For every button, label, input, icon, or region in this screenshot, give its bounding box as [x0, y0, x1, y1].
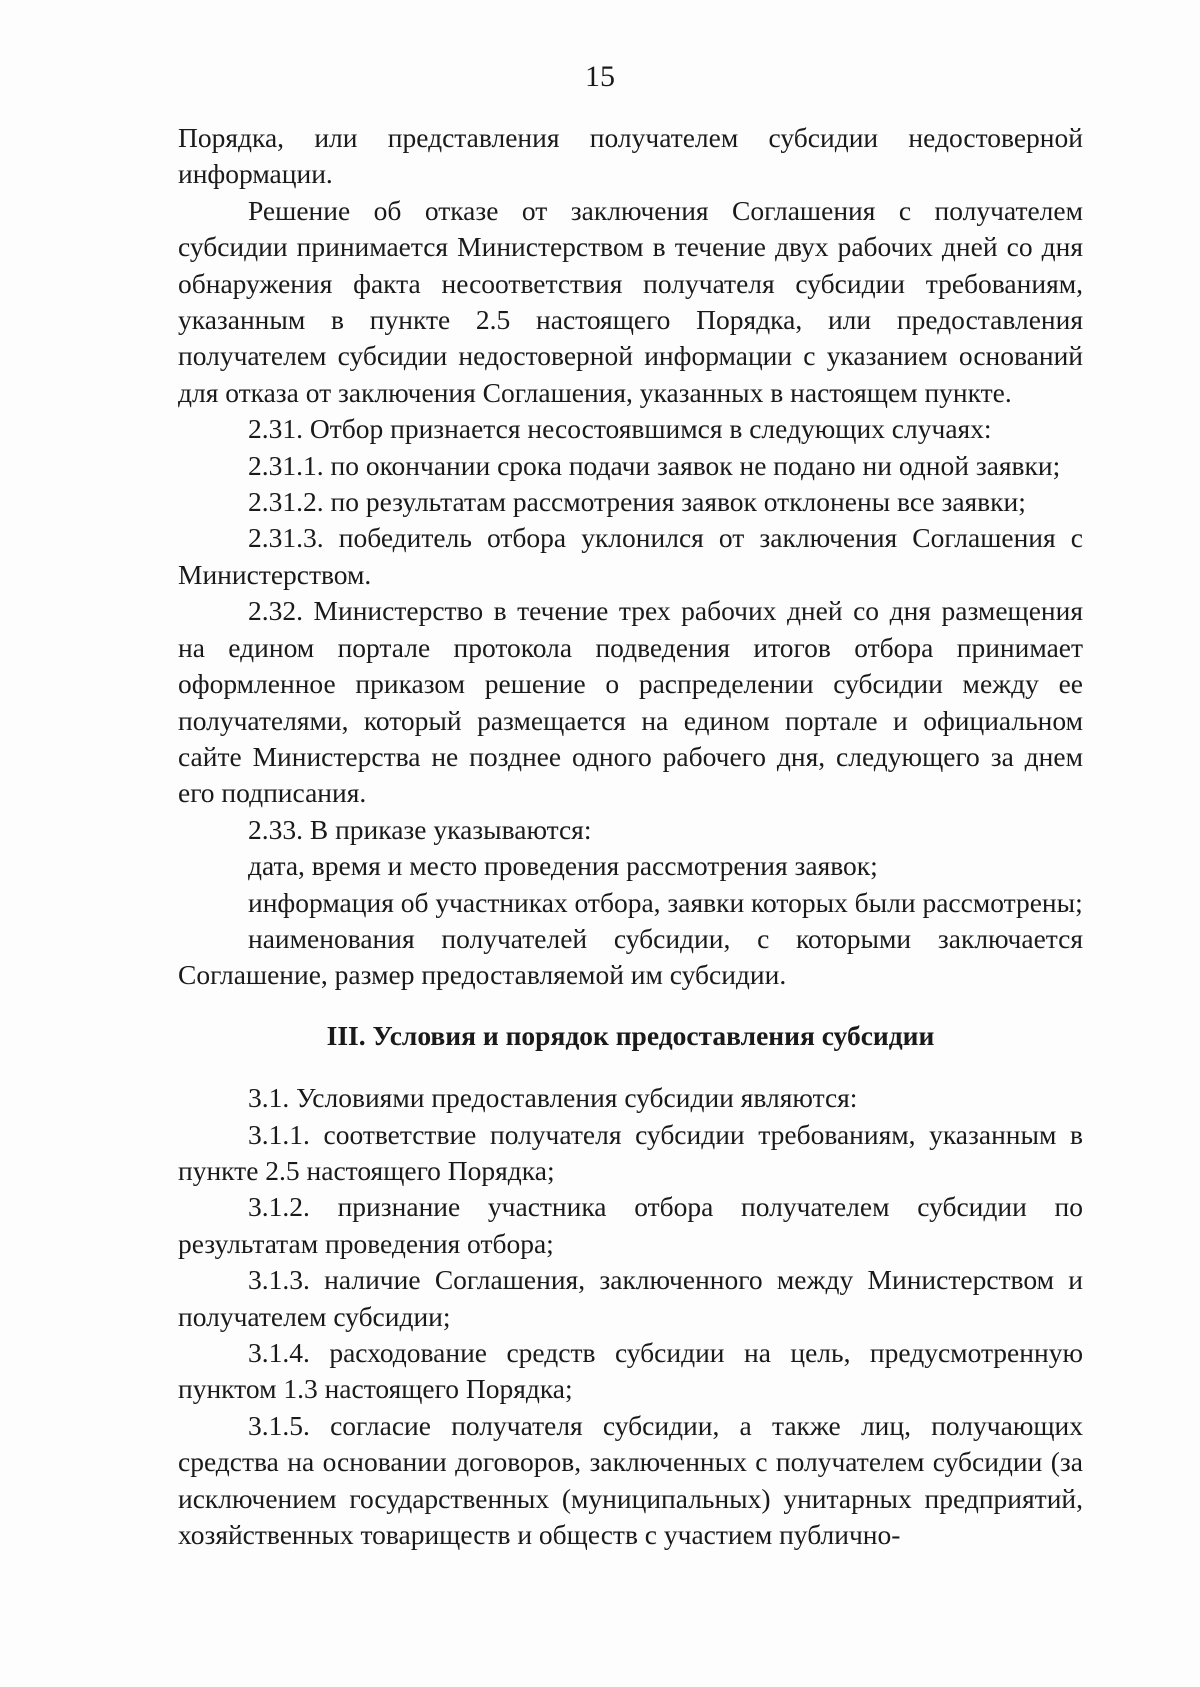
paragraph: 2.31.1. по окончании срока подачи заявок не подано ни одной заявки; — [248, 449, 1061, 481]
section-heading: III. Условия и порядок предоставления субсидии — [326, 1019, 935, 1051]
paragraph: 3.1.4. расходование средств субсидии на цель, предусмотренную пунктом 1.3 настоящего Порядка; — [178, 1337, 1083, 1405]
paragraph: Решение об отказе от заключения Соглашения с получателем субсидии принимается Министерством в течение двух рабочих дней со дня обнаружения факта несоответствия получателя субсидии требованиям, указанным в пункте 2.5 настоящего Порядка, или предоставления получателем субсидии недостоверной информации с указанием оснований для отказа от заключения Соглашения, указанных в настоящем пункте. — [178, 194, 1083, 408]
paragraph: 2.31.3. победитель отбора уклонился от заключения Соглашения с Министерством. — [178, 522, 1083, 590]
document-body — [178, 120, 1083, 1553]
paragraph: Порядка, или представления получателем субсидии недостоверной информации. — [178, 122, 1083, 190]
paragraph: 2.31. Отбор признается несостоявшимся в следующих случаях: — [248, 413, 992, 445]
paragraph: 3.1.2. признание участника отбора получателем субсидии по результатам проведения отбора; — [178, 1191, 1083, 1259]
paragraph: 2.31.2. по результатам рассмотрения заявок отклонены все заявки; — [248, 486, 1026, 518]
paragraph: 3.1.1. соответствие получателя субсидии требованиям, указанным в пункте 2.5 настоящего Порядка; — [178, 1118, 1083, 1186]
paragraph: наименования получателей субсидии, с которыми заключается Соглашение, размер предоставляемой им субсидии. — [178, 922, 1083, 991]
paragraph: дата, время и место проведения рассмотрения заявок; — [248, 850, 878, 882]
page-number: 15 — [585, 60, 615, 93]
paragraph: 2.33. В приказе указываются: — [248, 813, 592, 845]
paragraph: информация об участниках отбора, заявки которых были рассмотрены; — [248, 886, 1083, 918]
paragraph: 2.32. Министерство в течение трех рабочих дней со дня размещения на едином портале протокола подведения итогов отбора принимает оформленное приказом решение о распределении субсидии между ее получателями, который размещается на едином портале и официальном сайте Министерства не позднее одного рабочего дня, следующего за днем его подписания. — [178, 595, 1083, 809]
paragraph: 3.1. Условиями предоставления субсидии являются: — [248, 1082, 858, 1114]
paragraph: 3.1.3. наличие Соглашения, заключенного между Министерством и получателем субсидии; — [178, 1264, 1083, 1332]
paragraph: 3.1.5. согласие получателя субсидии, а также лиц, получающих средства на основании договоров, заключенных с получателем субсидии (за исключением государственных (муниципальных) унитарных предприятий, хозяйственных товариществ и обществ с участием публично- — [178, 1409, 1083, 1551]
